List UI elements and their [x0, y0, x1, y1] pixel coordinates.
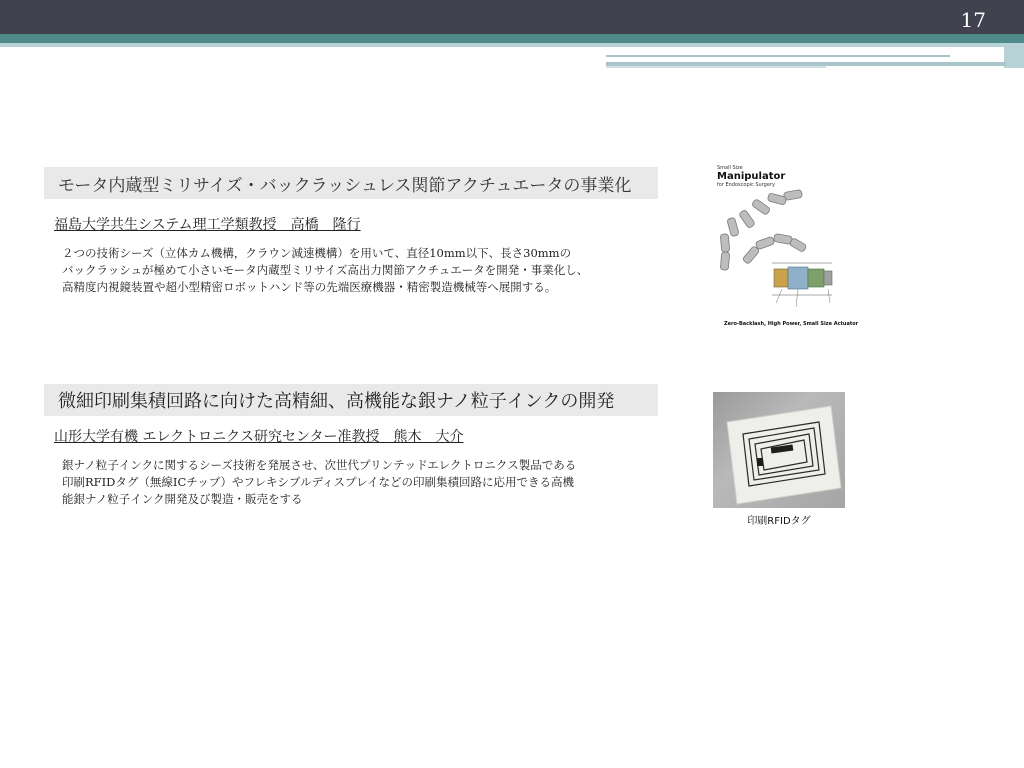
- section1-title: モータ内蔵型ミリサイズ・バックラッシュレス関節アクチュエータの事業化: [44, 167, 658, 199]
- page-number: 17: [960, 8, 986, 32]
- figure-label-sub: for Endoscopic Surgery: [717, 182, 775, 188]
- description-line: 能銀ナノ粒子インク開発及び製造・販売をする: [62, 492, 303, 506]
- header-light-stripe: [0, 43, 1004, 47]
- section2-description: [62, 457, 662, 508]
- section2-author: 山形大学有機 エレクトロニクス研究センター准教授 熊木 大介: [54, 429, 464, 445]
- section1-description: [62, 245, 662, 296]
- section2-title: 微細印刷集積回路に向けた高精細、高機能な銀ナノ粒子インクの開発: [44, 384, 658, 416]
- manipulator-illustration: [712, 165, 848, 315]
- description-line: 銀ナノ粒子インクに関するシーズ技術を発展させ、次世代プリンテッドエレクトロニクス製品である: [62, 458, 577, 472]
- description-line: 高精度内視鏡装置や超小型精密ロボットハンド等の先端医療機器・精密製造機械等へ展開する。: [62, 280, 557, 294]
- description-line: バックラッシュが極めて小さいモータ内蔵型ミリサイズ高出力関節アクチュエータを開発・事業化し、: [62, 263, 589, 277]
- manipulator-figure: [712, 165, 859, 333]
- header-accent-stripe: [0, 34, 1024, 43]
- description-line: ２つの技術シーズ（立体カム機構，クラウン減速機構）を用いて、直径10mm以下、長さ30mmの: [62, 246, 572, 260]
- header-side-block: [1004, 43, 1024, 68]
- rfid-tag-photo: [713, 392, 845, 508]
- actuator-detail: [772, 263, 832, 307]
- figure-caption: Zero-Backlash, High Power, Small Size Actuator: [724, 321, 859, 327]
- rfid-figure-caption: 印刷RFIDタグ: [747, 516, 811, 527]
- figure-label-small: Small Size: [717, 165, 743, 171]
- header-decor-line: [606, 55, 950, 57]
- figure-label-main: Manipulator: [717, 171, 786, 182]
- rfid-tag-illustration: [713, 392, 845, 508]
- header-decor-line: [606, 66, 826, 68]
- section1-author: 福島大学共生システム理工学類教授 高橋 隆行: [54, 217, 361, 233]
- header-band: [0, 0, 1024, 34]
- description-line: 印刷RFIDタグ（無線ICチップ）やフレキシブルディスプレイなどの印刷集積回路に応用できる高機: [62, 475, 575, 489]
